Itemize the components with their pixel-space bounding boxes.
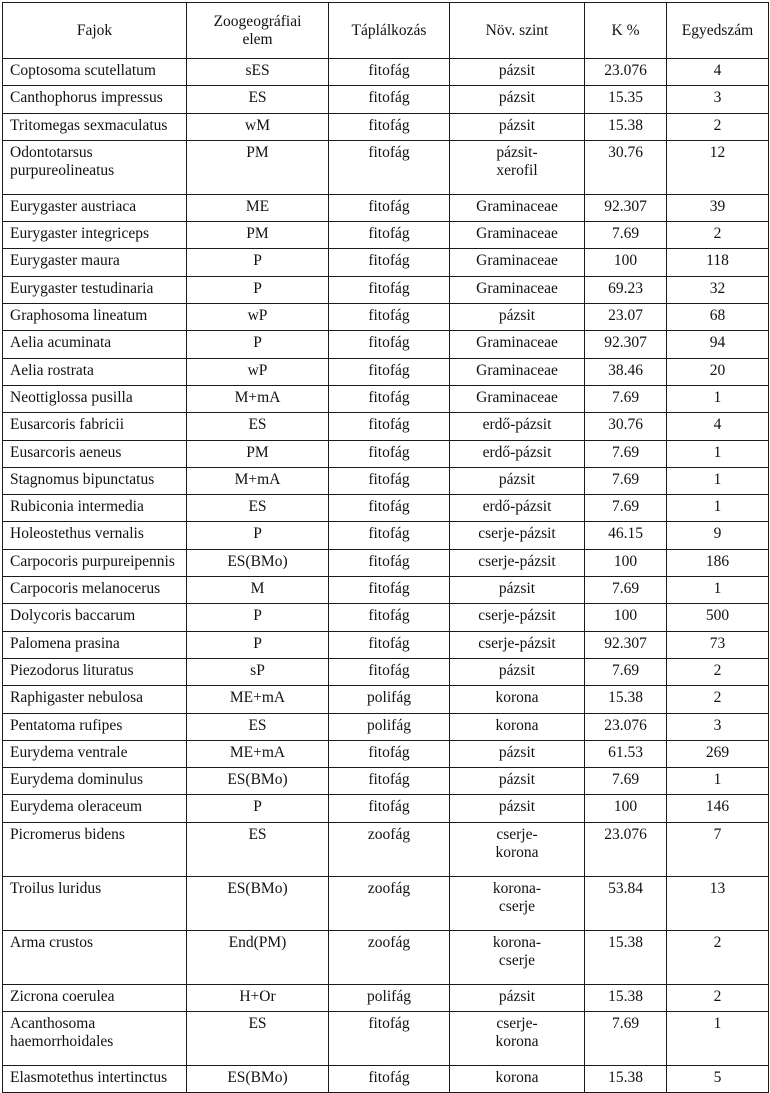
zoogeographic-element-cell: PM	[187, 440, 329, 467]
k-percent-cell: 92.307	[585, 194, 667, 221]
individual-count-cell: 1	[667, 577, 769, 604]
zoogeographic-element-cell: ME+mA	[187, 740, 329, 767]
species-cell: Eurygaster testudinaria	[3, 276, 187, 303]
zoogeographic-element-cell: H+Or	[187, 984, 329, 1011]
feeding-cell: zoofág	[329, 930, 450, 984]
zoogeographic-element-cell: M+mA	[187, 385, 329, 412]
zoogeographic-element-cell: M	[187, 577, 329, 604]
individual-count-cell: 1	[667, 385, 769, 412]
feeding-cell: fitofág	[329, 113, 450, 140]
table-row	[3, 984, 769, 1011]
vegetation-level-cell: pázsit	[450, 304, 585, 331]
zoogeographic-element-cell: ME+mA	[187, 686, 329, 713]
header-row	[3, 3, 769, 59]
vegetation-level-cell: Graminaceae	[450, 276, 585, 303]
header-feeding: Táplálkozás	[329, 3, 450, 59]
table-row	[3, 522, 769, 549]
table-row	[3, 686, 769, 713]
vegetation-level-cell: pázsit	[450, 795, 585, 822]
table-row	[3, 304, 769, 331]
individual-count-cell: 500	[667, 604, 769, 631]
individual-count-cell: 1	[667, 440, 769, 467]
zoogeographic-element-cell: ES(BMo)	[187, 768, 329, 795]
species-cell: Piezodorus lituratus	[3, 658, 187, 685]
k-percent-cell: 92.307	[585, 631, 667, 658]
individual-count-cell: 32	[667, 276, 769, 303]
individual-count-cell: 1	[667, 1012, 769, 1066]
individual-count-cell: 5	[667, 1066, 769, 1093]
vegetation-level-cell: pázsit	[450, 59, 585, 86]
feeding-cell: polifág	[329, 713, 450, 740]
species-cell: Arma crustos	[3, 930, 187, 984]
species-cell: Acanthosoma haemorrhoidales	[3, 1012, 187, 1066]
individual-count-cell: 3	[667, 713, 769, 740]
table-row	[3, 768, 769, 795]
species-cell: Elasmotethus intertinctus	[3, 1066, 187, 1093]
vegetation-level-cell: korona-cserje	[450, 876, 585, 930]
individual-count-cell: 1	[667, 467, 769, 494]
vegetation-level-cell: pázsit	[450, 577, 585, 604]
table-row	[3, 658, 769, 685]
table-row	[3, 1012, 769, 1066]
zoogeographic-element-cell: End(PM)	[187, 930, 329, 984]
table-row	[3, 930, 769, 984]
feeding-cell: fitofág	[329, 358, 450, 385]
feeding-cell: fitofág	[329, 249, 450, 276]
species-cell: Dolycoris baccarum	[3, 604, 187, 631]
species-cell: Palomena prasina	[3, 631, 187, 658]
species-cell: Pentatoma rufipes	[3, 713, 187, 740]
feeding-cell: fitofág	[329, 194, 450, 221]
vegetation-level-cell: erdő-pázsit	[450, 413, 585, 440]
zoogeographic-element-cell: P	[187, 249, 329, 276]
feeding-cell: fitofág	[329, 549, 450, 576]
zoogeographic-element-cell: ES	[187, 822, 329, 876]
zoogeographic-element-cell: ES	[187, 86, 329, 113]
table-row	[3, 86, 769, 113]
vegetation-level-cell: pázsit	[450, 658, 585, 685]
feeding-cell: fitofág	[329, 86, 450, 113]
species-cell: Carpocoris purpureipennis	[3, 549, 187, 576]
vegetation-level-cell: cserje-pázsit	[450, 522, 585, 549]
k-percent-cell: 30.76	[585, 413, 667, 440]
vegetation-level-cell: cserje-pázsit	[450, 604, 585, 631]
feeding-cell: fitofág	[329, 658, 450, 685]
feeding-cell: fitofág	[329, 222, 450, 249]
individual-count-cell: 2	[667, 984, 769, 1011]
table-row	[3, 413, 769, 440]
vegetation-level-cell: korona	[450, 686, 585, 713]
species-cell: Tritomegas sexmaculatus	[3, 113, 187, 140]
zoogeographic-element-cell: ES	[187, 1012, 329, 1066]
vegetation-level-cell: pázsit	[450, 467, 585, 494]
table-body	[3, 59, 769, 1093]
zoogeographic-element-cell: sES	[187, 59, 329, 86]
species-table	[2, 2, 769, 1093]
k-percent-cell: 7.69	[585, 222, 667, 249]
vegetation-level-cell: Graminaceae	[450, 358, 585, 385]
individual-count-cell: 3	[667, 86, 769, 113]
table-row	[3, 440, 769, 467]
k-percent-cell: 7.69	[585, 385, 667, 412]
k-percent-cell: 7.69	[585, 768, 667, 795]
k-percent-cell: 23.076	[585, 822, 667, 876]
zoogeographic-element-cell: P	[187, 631, 329, 658]
species-cell: Stagnomus bipunctatus	[3, 467, 187, 494]
feeding-cell: fitofág	[329, 304, 450, 331]
individual-count-cell: 20	[667, 358, 769, 385]
individual-count-cell: 39	[667, 194, 769, 221]
species-cell: Raphigaster nebulosa	[3, 686, 187, 713]
feeding-cell: fitofág	[329, 604, 450, 631]
zoogeographic-element-cell: P	[187, 604, 329, 631]
feeding-cell: polifág	[329, 686, 450, 713]
individual-count-cell: 4	[667, 413, 769, 440]
zoogeographic-element-cell: P	[187, 795, 329, 822]
species-cell: Coptosoma scutellatum	[3, 59, 187, 86]
vegetation-level-cell: korona	[450, 1066, 585, 1093]
zoogeographic-element-cell: wP	[187, 304, 329, 331]
k-percent-cell: 69.23	[585, 276, 667, 303]
individual-count-cell: 9	[667, 522, 769, 549]
table-row	[3, 59, 769, 86]
k-percent-cell: 7.69	[585, 467, 667, 494]
vegetation-level-cell: cserje-korona	[450, 1012, 585, 1066]
vegetation-level-cell: Graminaceae	[450, 385, 585, 412]
feeding-cell: zoofág	[329, 876, 450, 930]
table-row	[3, 249, 769, 276]
table-row	[3, 795, 769, 822]
species-cell: Canthophorus impressus	[3, 86, 187, 113]
species-cell: Carpocoris melanocerus	[3, 577, 187, 604]
table-row	[3, 876, 769, 930]
vegetation-level-cell: pázsit	[450, 984, 585, 1011]
k-percent-cell: 46.15	[585, 522, 667, 549]
k-percent-cell: 15.38	[585, 984, 667, 1011]
species-cell: Eusarcoris aeneus	[3, 440, 187, 467]
k-percent-cell: 15.38	[585, 686, 667, 713]
species-cell: Troilus luridus	[3, 876, 187, 930]
vegetation-level-cell: pázsit	[450, 86, 585, 113]
table-row	[3, 140, 769, 194]
individual-count-cell: 2	[667, 113, 769, 140]
vegetation-level-cell: pázsit	[450, 740, 585, 767]
species-cell: Zicrona coerulea	[3, 984, 187, 1011]
table-row	[3, 713, 769, 740]
k-percent-cell: 7.69	[585, 495, 667, 522]
feeding-cell: fitofág	[329, 440, 450, 467]
k-percent-cell: 23.07	[585, 304, 667, 331]
species-cell: Rubiconia intermedia	[3, 495, 187, 522]
k-percent-cell: 15.38	[585, 113, 667, 140]
species-cell: Eurygaster austriaca	[3, 194, 187, 221]
zoogeographic-element-cell: ES(BMo)	[187, 876, 329, 930]
individual-count-cell: 4	[667, 59, 769, 86]
zoogeographic-element-cell: P	[187, 276, 329, 303]
k-percent-cell: 100	[585, 549, 667, 576]
individual-count-cell: 13	[667, 876, 769, 930]
k-percent-cell: 23.076	[585, 713, 667, 740]
feeding-cell: fitofág	[329, 522, 450, 549]
table-row	[3, 222, 769, 249]
individual-count-cell: 73	[667, 631, 769, 658]
k-percent-cell: 30.76	[585, 140, 667, 194]
zoogeographic-element-cell: PM	[187, 222, 329, 249]
k-percent-cell: 15.38	[585, 930, 667, 984]
species-cell: Holeostethus vernalis	[3, 522, 187, 549]
feeding-cell: fitofág	[329, 768, 450, 795]
k-percent-cell: 23.076	[585, 59, 667, 86]
vegetation-level-cell: erdő-pázsit	[450, 495, 585, 522]
zoogeographic-element-cell: M+mA	[187, 467, 329, 494]
vegetation-level-cell: pázsit	[450, 113, 585, 140]
table-row	[3, 194, 769, 221]
zoogeographic-element-cell: ME	[187, 194, 329, 221]
feeding-cell: fitofág	[329, 385, 450, 412]
feeding-cell: zoofág	[329, 822, 450, 876]
vegetation-level-cell: Graminaceae	[450, 194, 585, 221]
feeding-cell: polifág	[329, 984, 450, 1011]
species-cell: Eurydema oleraceum	[3, 795, 187, 822]
zoogeographic-element-cell: sP	[187, 658, 329, 685]
vegetation-level-cell: erdő-pázsit	[450, 440, 585, 467]
feeding-cell: fitofág	[329, 631, 450, 658]
feeding-cell: fitofág	[329, 1066, 450, 1093]
k-percent-cell: 92.307	[585, 331, 667, 358]
species-cell: Eurydema dominulus	[3, 768, 187, 795]
zoogeographic-element-cell: P	[187, 522, 329, 549]
individual-count-cell: 269	[667, 740, 769, 767]
table-row	[3, 358, 769, 385]
zoogeographic-element-cell: wP	[187, 358, 329, 385]
table-row	[3, 331, 769, 358]
individual-count-cell: 1	[667, 495, 769, 522]
zoogeographic-element-cell: ES	[187, 713, 329, 740]
k-percent-cell: 100	[585, 604, 667, 631]
feeding-cell: fitofág	[329, 59, 450, 86]
individual-count-cell: 2	[667, 222, 769, 249]
individual-count-cell: 186	[667, 549, 769, 576]
k-percent-cell: 7.69	[585, 440, 667, 467]
feeding-cell: fitofág	[329, 1012, 450, 1066]
vegetation-level-cell: Graminaceae	[450, 331, 585, 358]
table-row	[3, 113, 769, 140]
vegetation-level-cell: pázsit	[450, 768, 585, 795]
vegetation-level-cell: Graminaceae	[450, 222, 585, 249]
k-percent-cell: 100	[585, 249, 667, 276]
vegetation-level-cell: cserje-pázsit	[450, 631, 585, 658]
individual-count-cell: 2	[667, 686, 769, 713]
feeding-cell: fitofág	[329, 140, 450, 194]
table-row	[3, 1066, 769, 1093]
individual-count-cell: 2	[667, 658, 769, 685]
k-percent-cell: 7.69	[585, 577, 667, 604]
feeding-cell: fitofág	[329, 276, 450, 303]
header-k-percent: K %	[585, 3, 667, 59]
feeding-cell: fitofág	[329, 740, 450, 767]
header-individual-count: Egyedszám	[667, 3, 769, 59]
vegetation-level-cell: cserje-korona	[450, 822, 585, 876]
zoogeographic-element-cell: PM	[187, 140, 329, 194]
vegetation-level-cell: pázsit-xerofil	[450, 140, 585, 194]
species-cell: Aelia acuminata	[3, 331, 187, 358]
feeding-cell: fitofág	[329, 577, 450, 604]
individual-count-cell: 146	[667, 795, 769, 822]
vegetation-level-cell: Graminaceae	[450, 249, 585, 276]
zoogeographic-element-cell: ES(BMo)	[187, 1066, 329, 1093]
k-percent-cell: 7.69	[585, 658, 667, 685]
feeding-cell: fitofág	[329, 795, 450, 822]
k-percent-cell: 100	[585, 795, 667, 822]
k-percent-cell: 15.38	[585, 1066, 667, 1093]
individual-count-cell: 12	[667, 140, 769, 194]
zoogeographic-element-cell: ES(BMo)	[187, 549, 329, 576]
k-percent-cell: 15.35	[585, 86, 667, 113]
header-zoogeographic-element: Zoogeográfiai elem	[187, 3, 329, 59]
k-percent-cell: 38.46	[585, 358, 667, 385]
table-row	[3, 467, 769, 494]
table-row	[3, 631, 769, 658]
k-percent-cell: 61.53	[585, 740, 667, 767]
table-row	[3, 276, 769, 303]
species-cell: Eurygaster integriceps	[3, 222, 187, 249]
table-row	[3, 385, 769, 412]
individual-count-cell: 94	[667, 331, 769, 358]
vegetation-level-cell: cserje-pázsit	[450, 549, 585, 576]
k-percent-cell: 7.69	[585, 1012, 667, 1066]
zoogeographic-element-cell: ES	[187, 413, 329, 440]
feeding-cell: fitofág	[329, 331, 450, 358]
table-row	[3, 604, 769, 631]
species-cell: Eurydema ventrale	[3, 740, 187, 767]
zoogeographic-element-cell: ES	[187, 495, 329, 522]
species-cell: Graphosoma lineatum	[3, 304, 187, 331]
table-row	[3, 822, 769, 876]
species-cell: Eusarcoris fabricii	[3, 413, 187, 440]
species-cell: Eurygaster maura	[3, 249, 187, 276]
k-percent-cell: 53.84	[585, 876, 667, 930]
vegetation-level-cell: korona-cserje	[450, 930, 585, 984]
species-cell: Picromerus bidens	[3, 822, 187, 876]
table-row	[3, 495, 769, 522]
individual-count-cell: 68	[667, 304, 769, 331]
table-row	[3, 577, 769, 604]
table-header	[3, 3, 769, 59]
feeding-cell: fitofág	[329, 495, 450, 522]
species-cell: Aelia rostrata	[3, 358, 187, 385]
vegetation-level-cell: korona	[450, 713, 585, 740]
species-cell: Neottiglossa pusilla	[3, 385, 187, 412]
feeding-cell: fitofág	[329, 467, 450, 494]
header-species: Fajok	[3, 3, 187, 59]
table-row	[3, 549, 769, 576]
zoogeographic-element-cell: wM	[187, 113, 329, 140]
individual-count-cell: 118	[667, 249, 769, 276]
feeding-cell: fitofág	[329, 413, 450, 440]
table-row	[3, 740, 769, 767]
individual-count-cell: 2	[667, 930, 769, 984]
zoogeographic-element-cell: P	[187, 331, 329, 358]
individual-count-cell: 7	[667, 822, 769, 876]
header-vegetation-level: Növ. szint	[450, 3, 585, 59]
individual-count-cell: 1	[667, 768, 769, 795]
species-cell: Odontotarsus purpureolineatus	[3, 140, 187, 194]
